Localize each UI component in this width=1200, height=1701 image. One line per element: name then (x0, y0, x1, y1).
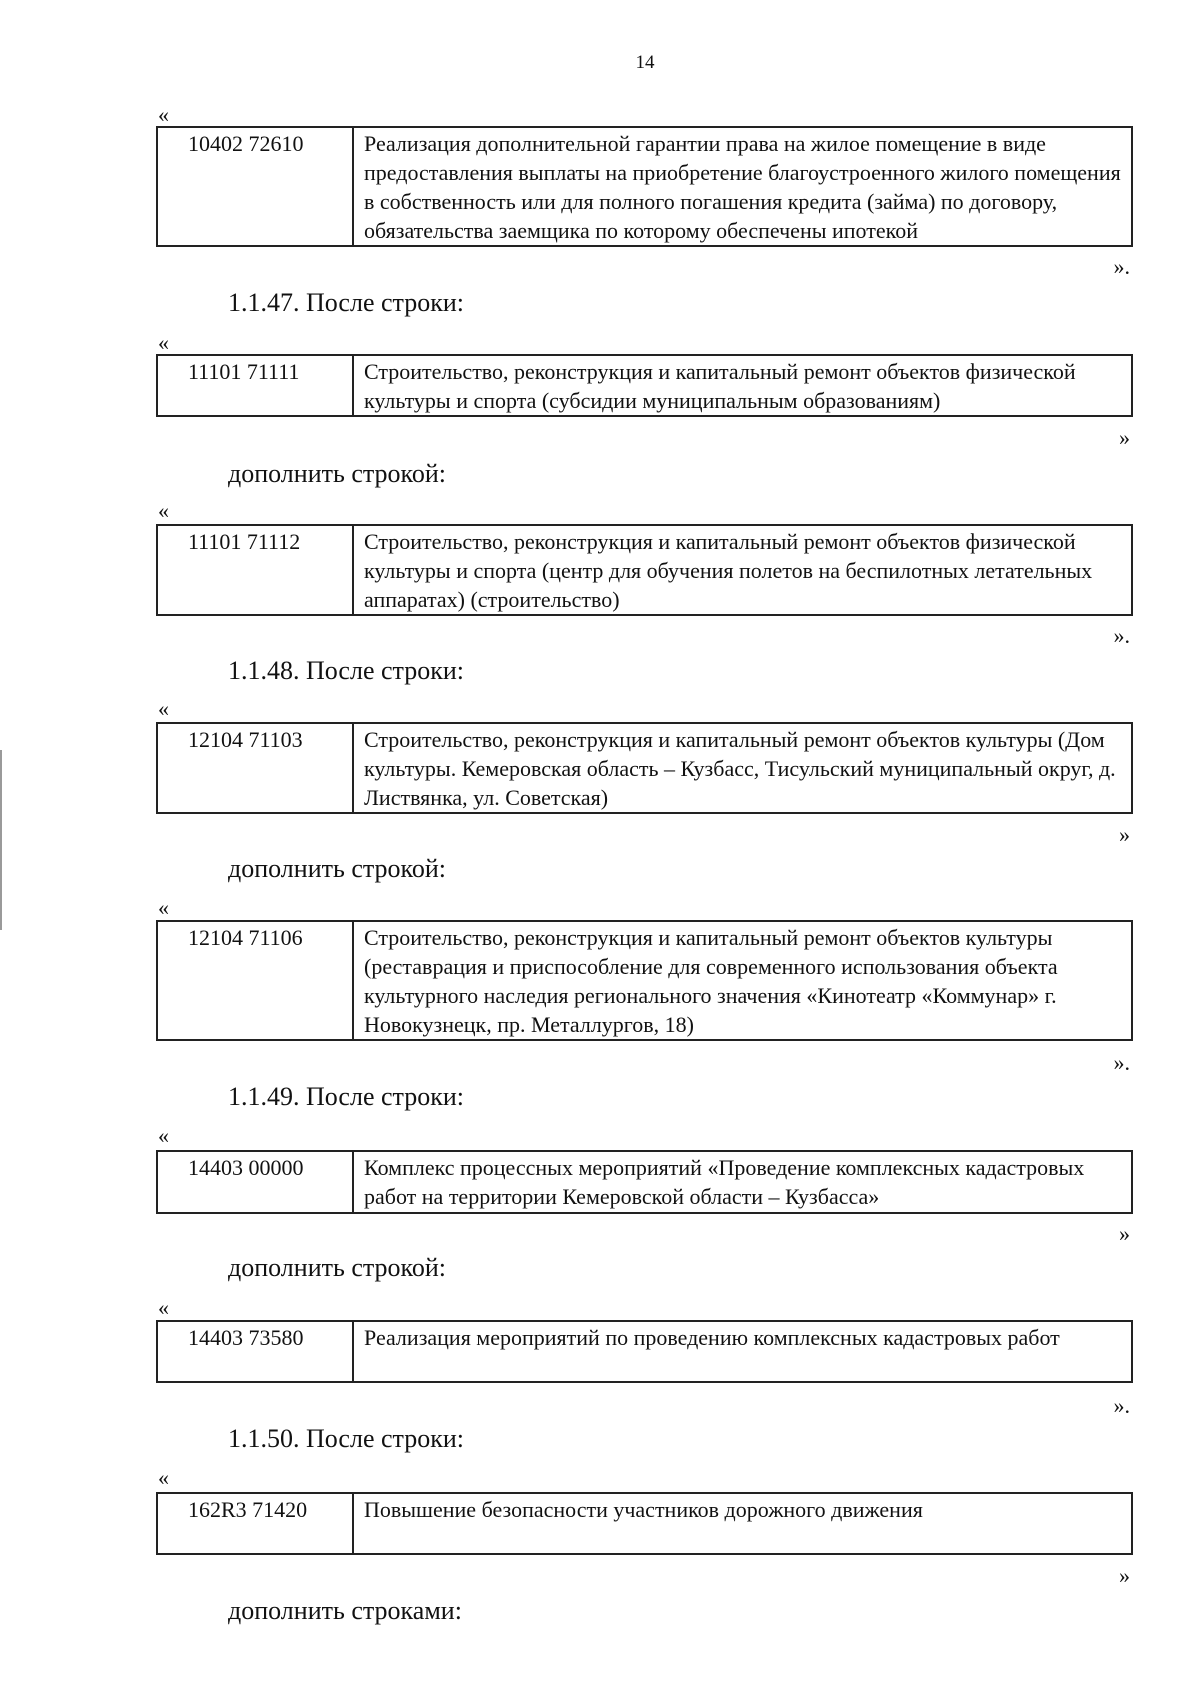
row-code: 12104 71106 (157, 921, 353, 1040)
open-quote: « (158, 1123, 169, 1148)
close-quote: » (1119, 822, 1130, 847)
row-description: Строительство, реконструкция и капитальный ремонт объектов культуры (реставрация и приспособление для современного использования объекта культурного наследия регионального значения «Кинотеатр «Коммунар» г. Новокузнецк, пр. Металлургов, 18) (353, 921, 1132, 1040)
row-code: 14403 00000 (157, 1151, 353, 1213)
budget-code-row (156, 1150, 1133, 1214)
budget-code-row (156, 354, 1133, 417)
section-heading-1-1-49: 1.1.49. После строки: (228, 1082, 464, 1111)
budget-code-row (156, 1320, 1133, 1383)
section-heading-1-1-48: 1.1.48. После строки: (228, 656, 464, 685)
row-description: Комплекс процессных мероприятий «Проведение комплексных кадастровых работ на территории Кемеровской области – Кузбасса» (353, 1151, 1132, 1213)
budget-code-row (156, 1492, 1133, 1555)
budget-code-row (156, 126, 1133, 247)
close-quote: » (1119, 425, 1130, 450)
row-code: 14403 73580 (157, 1321, 353, 1382)
close-quote: ». (1113, 254, 1130, 279)
close-quote: » (1119, 1221, 1130, 1246)
budget-code-row (156, 524, 1133, 616)
row-code: 12104 71103 (157, 723, 353, 813)
open-quote: « (158, 696, 169, 721)
row-description: Строительство, реконструкция и капитальный ремонт объектов культуры (Дом культуры. Кемеровская область – Кузбасс, Тисульский муниципальный округ, д. Листвянка, ул. Советская) (353, 723, 1132, 813)
budget-code-row (156, 920, 1133, 1041)
open-quote: « (158, 498, 169, 523)
row-code: 11101 71111 (157, 355, 353, 416)
section-heading-1-1-47: 1.1.47. После строки: (228, 288, 464, 317)
close-quote: ». (1113, 1393, 1130, 1418)
open-quote: « (158, 330, 169, 355)
row-description: Реализация мероприятий по проведению комплексных кадастровых работ (353, 1321, 1132, 1382)
margin-scan-mark (0, 750, 2, 930)
close-quote: ». (1113, 623, 1130, 648)
budget-code-row (156, 722, 1133, 814)
add-rows-heading: дополнить строками: (228, 1596, 462, 1625)
row-code: 162R3 71420 (157, 1493, 353, 1554)
add-row-heading: дополнить строкой: (228, 459, 446, 488)
section-heading-1-1-50: 1.1.50. После строки: (228, 1424, 464, 1453)
row-description: Повышение безопасности участников дорожного движения (353, 1493, 1132, 1554)
page-number: 14 (635, 52, 655, 73)
open-quote: « (158, 895, 169, 920)
row-description: Строительство, реконструкция и капитальный ремонт объектов физической культуры и спорта (субсидии муниципальным образованиям) (353, 355, 1132, 416)
add-row-heading: дополнить строкой: (228, 1253, 446, 1282)
open-quote: « (158, 102, 169, 127)
close-quote: » (1119, 1563, 1130, 1588)
row-code: 10402 72610 (157, 127, 353, 246)
row-code: 11101 71112 (157, 525, 353, 615)
open-quote: « (158, 1465, 169, 1490)
open-quote: « (158, 1295, 169, 1320)
add-row-heading: дополнить строкой: (228, 854, 446, 883)
close-quote: ». (1113, 1050, 1130, 1075)
row-description: Реализация дополнительной гарантии права на жилое помещение в виде предоставления выплаты на приобретение благоустроенного жилого помещения в собственность или для полного погашения кредита (займа) по договору, обязательства заемщика по которому обеспечены ипотекой (353, 127, 1132, 246)
row-description: Строительство, реконструкция и капитальный ремонт объектов физической культуры и спорта (центр для обучения полетов на беспилотных летательных аппаратах) (строительство) (353, 525, 1132, 615)
